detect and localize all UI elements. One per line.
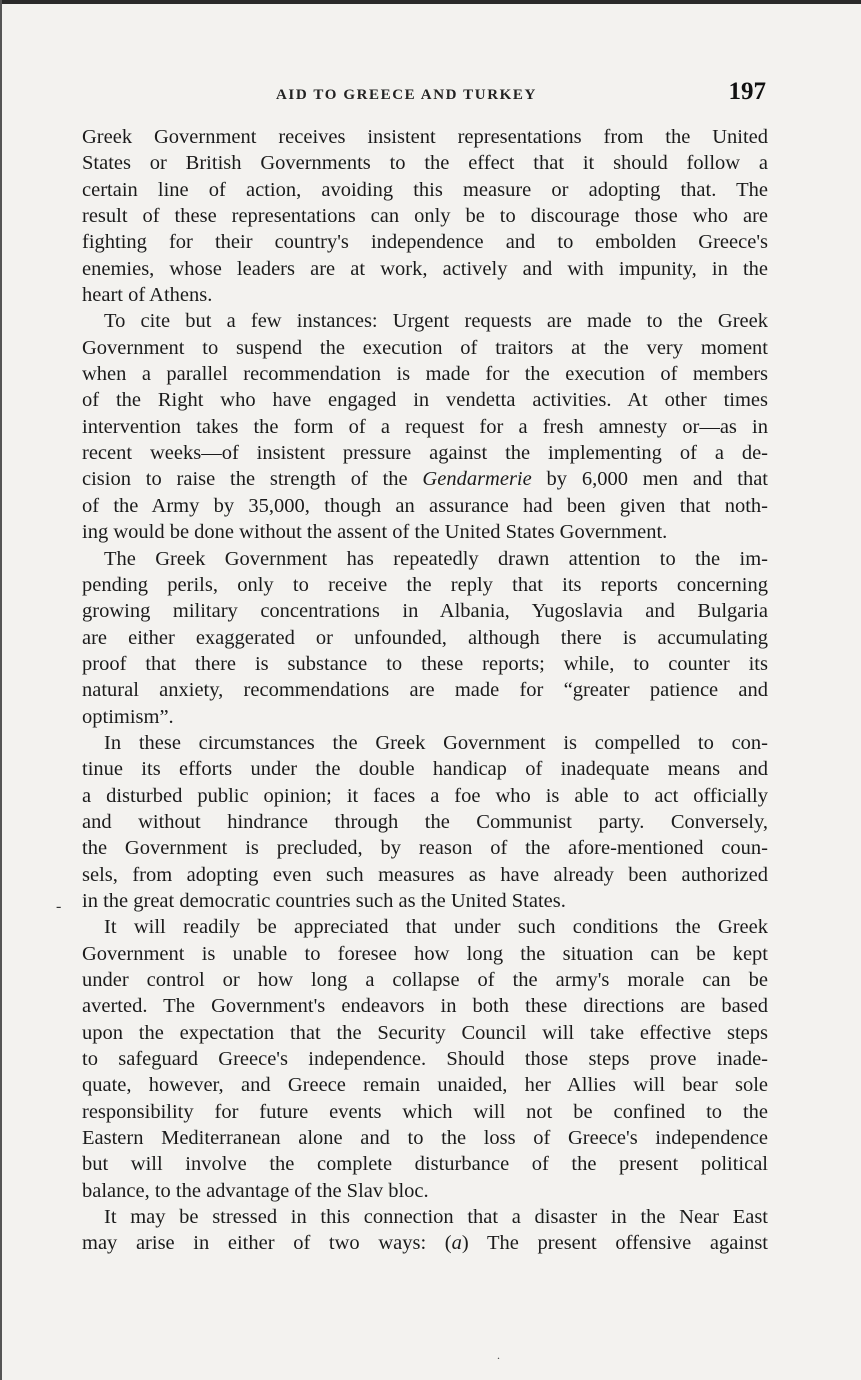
text-segment: may arise in either of two ways: ( [82,1232,452,1255]
text-line: certain line of action, avoiding this measure or adopting that. The [82,178,768,201]
italic-term: Gendarmerie [422,468,532,491]
text-line: averted. The Government's endeavors in both these directions are based [82,995,768,1018]
text-line: The Greek Government has repeatedly drawn attention to the im- [104,547,768,570]
text-segment: ) The present offensive against [461,1232,768,1255]
text-line: tinue its efforts under the double handicap of inadequate means and [82,758,768,781]
text-line: It will readily be appreciated that under such conditions the Greek [104,916,768,939]
text-line: enemies, whose leaders are at work, actively and with impunity, in the [82,257,768,280]
text-line: are either exaggerated or unfounded, although there is accumulating [82,626,768,649]
text-line: under control or how long a collapse of the army's morale can be [82,969,768,991]
text-line: natural anxiety, recommendations are made for “greater patience and [82,679,768,702]
text-line: recent weeks—of insistent pressure against the implementing of a de- [82,442,768,465]
text-line: a disturbed public opinion; it faces a foe who is able to act officially [82,784,768,807]
text-segment: cision to raise the strength of the [82,468,423,491]
text-line: fighting for their country's independence and to embolden Greece's [82,231,768,254]
text-line: Government is unable to foresee how long the situation can be kept [82,942,768,965]
text-line: Greek Government receives insistent representations from the United [82,126,768,148]
text-line: the Government is precluded, by reason of the afore-mentioned coun- [82,837,768,860]
italic-letter: a [451,1232,462,1255]
text-line: quate, however, and Greece remain unaided, her Allies will bear sole [82,1074,768,1097]
text-line: growing military concentrations in Albania, Yugoslavia and Bulgaria [82,600,768,623]
text-line: upon the expectation that the Security Council will take effective steps [82,1021,768,1044]
bottom-dot: . [497,1348,500,1362]
text-segment: by 6,000 men and that [531,468,768,491]
text-line: balance, to the advantage of the Slav bloc. [82,1179,429,1202]
text-line: responsibility for future events which will not be confined to the [82,1100,768,1123]
text-line: Eastern Mediterranean alone and to the loss of Greece's independence [82,1127,768,1150]
text-line: proof that there is substance to these reports; while, to counter its [82,652,768,675]
text-line: sels, from adopting even such measures as have already been authorized [82,863,768,886]
text-line: result of these representations can only be to discourage those who are [82,205,768,228]
text-line-mixed [82,466,768,492]
text-line: pending perils, only to receive the reply that its reports concerning [82,573,768,596]
text-line: States or British Governments to the effect that it should follow a [82,152,768,175]
text-line: and without hindrance through the Communist party. Conversely, [82,810,768,833]
page-header [84,78,770,112]
text-line: It may be stressed in this connection that a disaster in the Near East [104,1206,768,1229]
running-head: AID TO GREECE AND TURKEY [276,87,537,103]
text-line: To cite but a few instances: Urgent requests are made to the Greek [104,310,768,333]
text-line: ing would be done without the assent of the United States Government. [82,521,668,544]
text-line: heart of Athens. [82,284,213,307]
text-line: Government to suspend the execution of traitors at the very moment [82,336,768,359]
text-line-mixed [82,1230,768,1256]
page-top-edge [0,0,861,4]
page-left-edge [0,0,2,1380]
page-number: 197 [728,78,766,105]
body-text [82,124,768,1257]
text-line: optimism”. [82,705,174,728]
text-line: of the Army by 35,000, though an assurance had been given that noth- [82,494,768,517]
text-line: but will involve the complete disturbance of the present political [82,1153,768,1176]
text-line: to safeguard Greece's independence. Should those steps prove inade- [82,1048,768,1071]
text-line: intervention takes the form of a request for a fresh amnesty or—as in [82,415,768,438]
text-line: of the Right who have engaged in vendetta activities. At other times [82,389,768,412]
text-line: when a parallel recommendation is made for the execution of members [82,363,768,386]
text-line: in the great democratic countries such as the United States. [82,889,566,912]
margin-mark: - [56,898,62,915]
text-line: In these circumstances the Greek Government is compelled to con- [104,731,768,754]
